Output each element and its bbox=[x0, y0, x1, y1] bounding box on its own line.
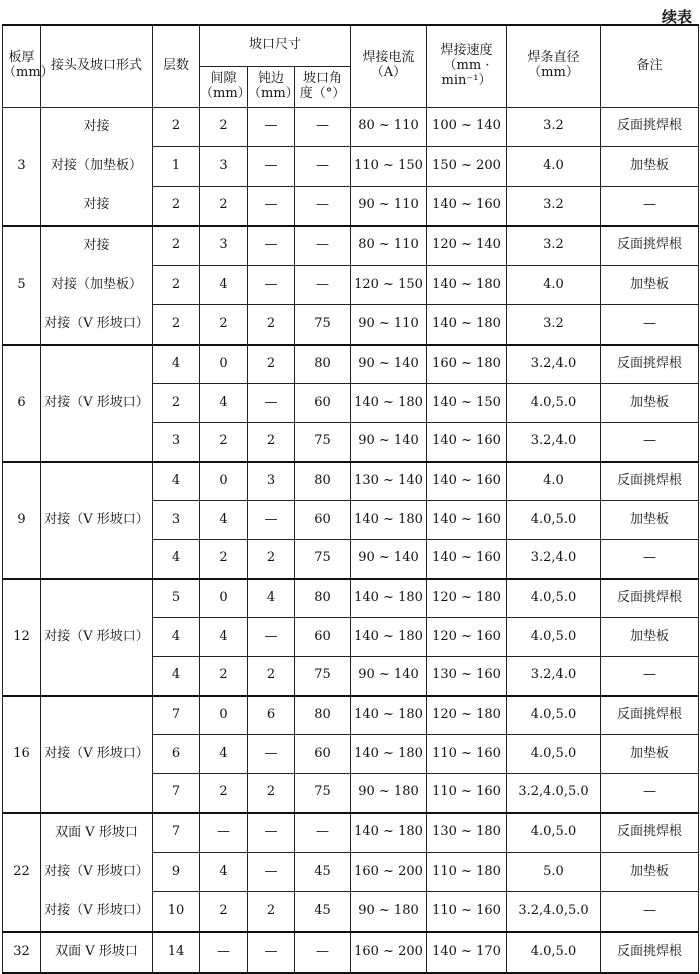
speed-cell: 130 ~ 160 bbox=[427, 657, 507, 696]
root-face-cell: 4 bbox=[248, 579, 295, 618]
root-face-cell: 2 bbox=[248, 305, 295, 345]
note-cell: 反面挑焊根 bbox=[601, 345, 699, 384]
angle-cell: 75 bbox=[295, 774, 351, 813]
angle-cell: 60 bbox=[295, 384, 351, 423]
diameter-cell: 4.0,5.0 bbox=[507, 696, 601, 735]
thickness-cell: 9 bbox=[3, 462, 41, 579]
table-row bbox=[3, 932, 699, 973]
angle-cell: 75 bbox=[295, 305, 351, 345]
root-face-cell: — bbox=[248, 147, 295, 187]
root-face-cell: — bbox=[248, 501, 295, 540]
layers-cell: 2 bbox=[153, 305, 200, 345]
speed-cell: 140 ~ 180 bbox=[427, 265, 507, 305]
header-root-face: 钝边 （mm） bbox=[248, 66, 295, 107]
current-cell: 140 ~ 180 bbox=[351, 813, 427, 853]
speed-cell: 110 ~ 160 bbox=[427, 774, 507, 813]
gap-cell: 2 bbox=[200, 774, 248, 813]
angle-cell: 75 bbox=[295, 423, 351, 462]
speed-cell: 110 ~ 180 bbox=[427, 852, 507, 892]
root-face-cell: 2 bbox=[248, 345, 295, 384]
joint-cell: 对接（V 形坡口） bbox=[41, 462, 153, 579]
joint-cell: 双面 V 形坡口 bbox=[41, 932, 153, 973]
diameter-cell: 3.2 bbox=[507, 186, 601, 226]
diameter-cell: 3.2 bbox=[507, 305, 601, 345]
note-cell: — bbox=[601, 423, 699, 462]
diameter-cell: 4.0,5.0 bbox=[507, 932, 601, 973]
root-face-cell: 2 bbox=[248, 540, 295, 579]
layers-cell: 2 bbox=[153, 107, 200, 147]
angle-cell: — bbox=[295, 147, 351, 187]
thickness-cell: 12 bbox=[3, 579, 41, 696]
angle-cell: 80 bbox=[295, 462, 351, 501]
speed-cell: 140 ~ 160 bbox=[427, 501, 507, 540]
current-cell: 140 ~ 180 bbox=[351, 384, 427, 423]
layers-cell: 10 bbox=[153, 892, 200, 932]
table-body bbox=[3, 107, 699, 973]
note-cell: 反面挑焊根 bbox=[601, 813, 699, 853]
header-diameter: 焊条直径 （mm） bbox=[507, 25, 601, 107]
diameter-cell: 4.0 bbox=[507, 462, 601, 501]
header-current: 焊接电流 （A） bbox=[351, 25, 427, 107]
speed-cell: 160 ~ 180 bbox=[427, 345, 507, 384]
gap-cell: 2 bbox=[200, 657, 248, 696]
speed-cell: 120 ~ 160 bbox=[427, 618, 507, 657]
joint-cell bbox=[41, 813, 153, 932]
angle-cell: — bbox=[295, 226, 351, 266]
current-cell: 130 ~ 140 bbox=[351, 462, 427, 501]
joint-cell bbox=[41, 226, 153, 345]
current-cell: 160 ~ 200 bbox=[351, 932, 427, 973]
root-face-cell: 2 bbox=[248, 423, 295, 462]
root-face-cell: — bbox=[248, 813, 295, 853]
root-face-cell: 2 bbox=[248, 774, 295, 813]
root-face-cell: 2 bbox=[248, 892, 295, 932]
joint-label: 对接（加垫板） bbox=[50, 157, 142, 173]
layers-cell: 4 bbox=[153, 618, 200, 657]
current-cell: 90 ~ 180 bbox=[351, 892, 427, 932]
angle-cell: — bbox=[295, 107, 351, 147]
current-cell: 160 ~ 200 bbox=[351, 852, 427, 892]
current-cell: 140 ~ 180 bbox=[351, 618, 427, 657]
table-row bbox=[3, 462, 699, 501]
table-row bbox=[3, 345, 699, 384]
current-cell: 90 ~ 140 bbox=[351, 345, 427, 384]
root-face-cell: — bbox=[248, 226, 295, 266]
gap-cell: 4 bbox=[200, 384, 248, 423]
root-face-cell: — bbox=[248, 265, 295, 305]
diameter-cell: 4.0,5.0 bbox=[507, 501, 601, 540]
speed-cell: 110 ~ 160 bbox=[427, 735, 507, 774]
speed-cell: 140 ~ 160 bbox=[427, 462, 507, 501]
layers-cell: 7 bbox=[153, 774, 200, 813]
gap-cell: 0 bbox=[200, 696, 248, 735]
angle-cell: 80 bbox=[295, 696, 351, 735]
current-cell: 80 ~ 110 bbox=[351, 226, 427, 266]
note-cell: 反面挑焊根 bbox=[601, 107, 699, 147]
note-cell: 加垫板 bbox=[601, 147, 699, 187]
gap-cell: 0 bbox=[200, 579, 248, 618]
gap-cell: — bbox=[200, 932, 248, 973]
joint-label-stack bbox=[41, 227, 152, 344]
gap-cell: 2 bbox=[200, 423, 248, 462]
diameter-cell: 3.2,4.0 bbox=[507, 540, 601, 579]
current-cell: 90 ~ 140 bbox=[351, 423, 427, 462]
note-cell: 加垫板 bbox=[601, 735, 699, 774]
gap-cell: 2 bbox=[200, 305, 248, 345]
joint-label-stack bbox=[41, 108, 152, 225]
diameter-cell: 3.2,4.0,5.0 bbox=[507, 774, 601, 813]
root-face-cell: 2 bbox=[248, 657, 295, 696]
root-face-cell: — bbox=[248, 932, 295, 973]
joint-cell: 对接（V 形坡口） bbox=[41, 345, 153, 462]
current-cell: 90 ~ 110 bbox=[351, 186, 427, 226]
layers-cell: 1 bbox=[153, 147, 200, 187]
angle-cell: 80 bbox=[295, 579, 351, 618]
gap-cell: 0 bbox=[200, 345, 248, 384]
joint-label: 对接（V 形坡口） bbox=[44, 315, 149, 331]
current-cell: 90 ~ 180 bbox=[351, 774, 427, 813]
welding-parameter-table bbox=[2, 24, 699, 974]
angle-cell: 80 bbox=[295, 345, 351, 384]
diameter-cell: 4.0,5.0 bbox=[507, 813, 601, 853]
gap-cell: 3 bbox=[200, 147, 248, 187]
current-cell: 140 ~ 180 bbox=[351, 735, 427, 774]
note-cell: 反面挑焊根 bbox=[601, 932, 699, 973]
note-cell: — bbox=[601, 186, 699, 226]
speed-cell: 140 ~ 160 bbox=[427, 423, 507, 462]
joint-label-stack bbox=[41, 814, 152, 931]
diameter-cell: 3.2,4.0 bbox=[507, 345, 601, 384]
current-cell: 110 ~ 150 bbox=[351, 147, 427, 187]
speed-cell: 140 ~ 150 bbox=[427, 384, 507, 423]
layers-cell: 2 bbox=[153, 226, 200, 266]
table-row bbox=[3, 226, 699, 266]
gap-cell: 4 bbox=[200, 265, 248, 305]
current-cell: 90 ~ 110 bbox=[351, 305, 427, 345]
note-cell: 加垫板 bbox=[601, 501, 699, 540]
speed-cell: 120 ~ 180 bbox=[427, 696, 507, 735]
gap-cell: 4 bbox=[200, 501, 248, 540]
speed-cell: 140 ~ 170 bbox=[427, 932, 507, 973]
diameter-cell: 3.2,4.0 bbox=[507, 657, 601, 696]
speed-cell: 150 ~ 200 bbox=[427, 147, 507, 187]
speed-cell: 130 ~ 180 bbox=[427, 813, 507, 853]
gap-cell: 4 bbox=[200, 735, 248, 774]
gap-cell: 3 bbox=[200, 226, 248, 266]
root-face-cell: — bbox=[248, 618, 295, 657]
table-row bbox=[3, 107, 699, 147]
thickness-cell: 16 bbox=[3, 696, 41, 813]
angle-cell: 45 bbox=[295, 852, 351, 892]
joint-label: 对接 bbox=[83, 196, 110, 212]
layers-cell: 7 bbox=[153, 813, 200, 853]
table-caption: 续表 bbox=[661, 8, 692, 26]
note-cell: 反面挑焊根 bbox=[601, 696, 699, 735]
current-cell: 120 ~ 150 bbox=[351, 265, 427, 305]
layers-cell: 9 bbox=[153, 852, 200, 892]
gap-cell: 2 bbox=[200, 186, 248, 226]
layers-cell: 3 bbox=[153, 501, 200, 540]
layers-cell: 5 bbox=[153, 579, 200, 618]
diameter-cell: 3.2,4.0 bbox=[507, 423, 601, 462]
diameter-cell: 3.2,4.0,5.0 bbox=[507, 892, 601, 932]
angle-cell: 45 bbox=[295, 892, 351, 932]
header-note: 备注 bbox=[601, 25, 699, 107]
table-row bbox=[3, 813, 699, 853]
diameter-cell: 4.0,5.0 bbox=[507, 735, 601, 774]
layers-cell: 2 bbox=[153, 186, 200, 226]
diameter-cell: 4.0,5.0 bbox=[507, 579, 601, 618]
joint-cell: 对接（V 形坡口） bbox=[41, 696, 153, 813]
note-cell: 反面挑焊根 bbox=[601, 462, 699, 501]
note-cell: 反面挑焊根 bbox=[601, 226, 699, 266]
angle-cell: 60 bbox=[295, 618, 351, 657]
gap-cell: 2 bbox=[200, 540, 248, 579]
thickness-cell: 22 bbox=[3, 813, 41, 932]
speed-cell: 100 ~ 140 bbox=[427, 107, 507, 147]
note-cell: 加垫板 bbox=[601, 265, 699, 305]
current-cell: 140 ~ 180 bbox=[351, 696, 427, 735]
angle-cell: 60 bbox=[295, 735, 351, 774]
root-face-cell: — bbox=[248, 384, 295, 423]
table-row bbox=[3, 579, 699, 618]
diameter-cell: 5.0 bbox=[507, 852, 601, 892]
layers-cell: 4 bbox=[153, 657, 200, 696]
speed-cell: 110 ~ 160 bbox=[427, 892, 507, 932]
gap-cell: 4 bbox=[200, 852, 248, 892]
speed-cell: 120 ~ 180 bbox=[427, 579, 507, 618]
table-row bbox=[3, 696, 699, 735]
layers-cell: 6 bbox=[153, 735, 200, 774]
note-cell: 加垫板 bbox=[601, 852, 699, 892]
angle-cell: 75 bbox=[295, 657, 351, 696]
joint-cell bbox=[41, 107, 153, 226]
angle-cell: — bbox=[295, 932, 351, 973]
root-face-cell: — bbox=[248, 186, 295, 226]
header-angle: 坡口角 度（°） bbox=[295, 66, 351, 107]
gap-cell: 2 bbox=[200, 107, 248, 147]
joint-label: 对接（V 形坡口） bbox=[44, 902, 149, 918]
header-speed: 焊接速度 （mm · min⁻¹） bbox=[427, 25, 507, 107]
current-cell: 140 ~ 180 bbox=[351, 579, 427, 618]
layers-cell: 4 bbox=[153, 345, 200, 384]
gap-cell: 0 bbox=[200, 462, 248, 501]
root-face-cell: 3 bbox=[248, 462, 295, 501]
header-groove-size: 坡口尺寸 bbox=[200, 25, 351, 66]
note-cell: 加垫板 bbox=[601, 384, 699, 423]
thickness-cell: 5 bbox=[3, 226, 41, 345]
header-thickness: 板厚 （mm） bbox=[3, 25, 41, 107]
current-cell: 90 ~ 140 bbox=[351, 540, 427, 579]
header-joint: 接头及坡口形式 bbox=[41, 25, 153, 107]
joint-label: 对接（V 形坡口） bbox=[44, 863, 149, 879]
current-cell: 140 ~ 180 bbox=[351, 501, 427, 540]
layers-cell: 14 bbox=[153, 932, 200, 973]
root-face-cell: — bbox=[248, 735, 295, 774]
note-cell: — bbox=[601, 657, 699, 696]
layers-cell: 4 bbox=[153, 462, 200, 501]
note-cell: 加垫板 bbox=[601, 618, 699, 657]
thickness-cell: 3 bbox=[3, 107, 41, 226]
layers-cell: 7 bbox=[153, 696, 200, 735]
root-face-cell: 6 bbox=[248, 696, 295, 735]
angle-cell: — bbox=[295, 265, 351, 305]
note-cell: — bbox=[601, 540, 699, 579]
speed-cell: 140 ~ 160 bbox=[427, 540, 507, 579]
diameter-cell: 4.0 bbox=[507, 147, 601, 187]
layers-cell: 3 bbox=[153, 423, 200, 462]
speed-cell: 120 ~ 140 bbox=[427, 226, 507, 266]
thickness-cell: 32 bbox=[3, 932, 41, 973]
note-cell: 反面挑焊根 bbox=[601, 579, 699, 618]
speed-cell: 140 ~ 180 bbox=[427, 305, 507, 345]
note-cell: — bbox=[601, 305, 699, 345]
note-cell: — bbox=[601, 774, 699, 813]
speed-cell: 140 ~ 160 bbox=[427, 186, 507, 226]
current-cell: 90 ~ 140 bbox=[351, 657, 427, 696]
joint-label: 对接 bbox=[83, 118, 110, 134]
joint-label: 对接 bbox=[83, 237, 110, 253]
layers-cell: 2 bbox=[153, 265, 200, 305]
joint-cell: 对接（V 形坡口） bbox=[41, 579, 153, 696]
diameter-cell: 4.0,5.0 bbox=[507, 618, 601, 657]
layers-cell: 4 bbox=[153, 540, 200, 579]
layers-cell: 2 bbox=[153, 384, 200, 423]
angle-cell: — bbox=[295, 813, 351, 853]
root-face-cell: — bbox=[248, 107, 295, 147]
joint-label: 双面 V 形坡口 bbox=[55, 824, 138, 840]
note-cell: — bbox=[601, 892, 699, 932]
diameter-cell: 4.0 bbox=[507, 265, 601, 305]
diameter-cell: 3.2 bbox=[507, 226, 601, 266]
current-cell: 80 ~ 110 bbox=[351, 107, 427, 147]
header-gap: 间隙 （mm） bbox=[200, 66, 248, 107]
diameter-cell: 4.0,5.0 bbox=[507, 384, 601, 423]
joint-label: 对接（加垫板） bbox=[50, 276, 142, 292]
gap-cell: 4 bbox=[200, 618, 248, 657]
gap-cell: 2 bbox=[200, 892, 248, 932]
root-face-cell: — bbox=[248, 852, 295, 892]
thickness-cell: 6 bbox=[3, 345, 41, 462]
gap-cell: — bbox=[200, 813, 248, 853]
header-layers: 层数 bbox=[153, 25, 200, 107]
angle-cell: 60 bbox=[295, 501, 351, 540]
angle-cell: 75 bbox=[295, 540, 351, 579]
angle-cell: — bbox=[295, 186, 351, 226]
diameter-cell: 3.2 bbox=[507, 107, 601, 147]
